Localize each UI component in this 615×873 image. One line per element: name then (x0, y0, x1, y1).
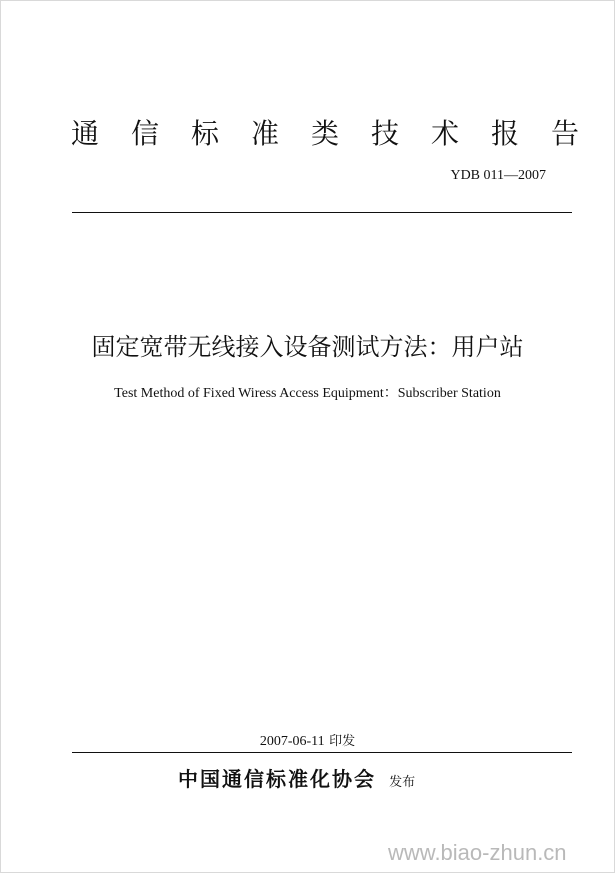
report-type-char: 通 (70, 117, 99, 150)
report-type-char: 类 (310, 117, 339, 150)
print-label: 印发 (329, 734, 356, 749)
report-type-heading (70, 112, 580, 152)
report-type-char: 信 (130, 117, 159, 150)
header-divider (72, 212, 572, 213)
report-type-char: 准 (250, 117, 279, 150)
report-type-char: 术 (430, 117, 459, 150)
standard-number: YDB 011—2007 (450, 168, 546, 183)
site-watermark: www.biao-zhun.cn (388, 840, 567, 865)
document-title-en: Test Method of Fixed Wiress Access Equipment：Subscriber Station (114, 386, 501, 401)
report-type-char: 技 (370, 117, 399, 150)
footer-divider (72, 752, 572, 753)
document-title-zh: 固定宽带无线接入设备测试方法：用户站 (91, 333, 524, 361)
print-date: 2007-06-11 (259, 734, 325, 749)
publisher-name: 中国通信标准化协会 (178, 767, 376, 791)
print-info (0, 730, 615, 750)
publisher-info (178, 763, 415, 792)
report-type-char: 报 (490, 117, 519, 150)
report-type-char: 告 (550, 117, 579, 150)
publish-label: 发布 (389, 775, 416, 790)
report-type-char: 标 (190, 117, 219, 150)
